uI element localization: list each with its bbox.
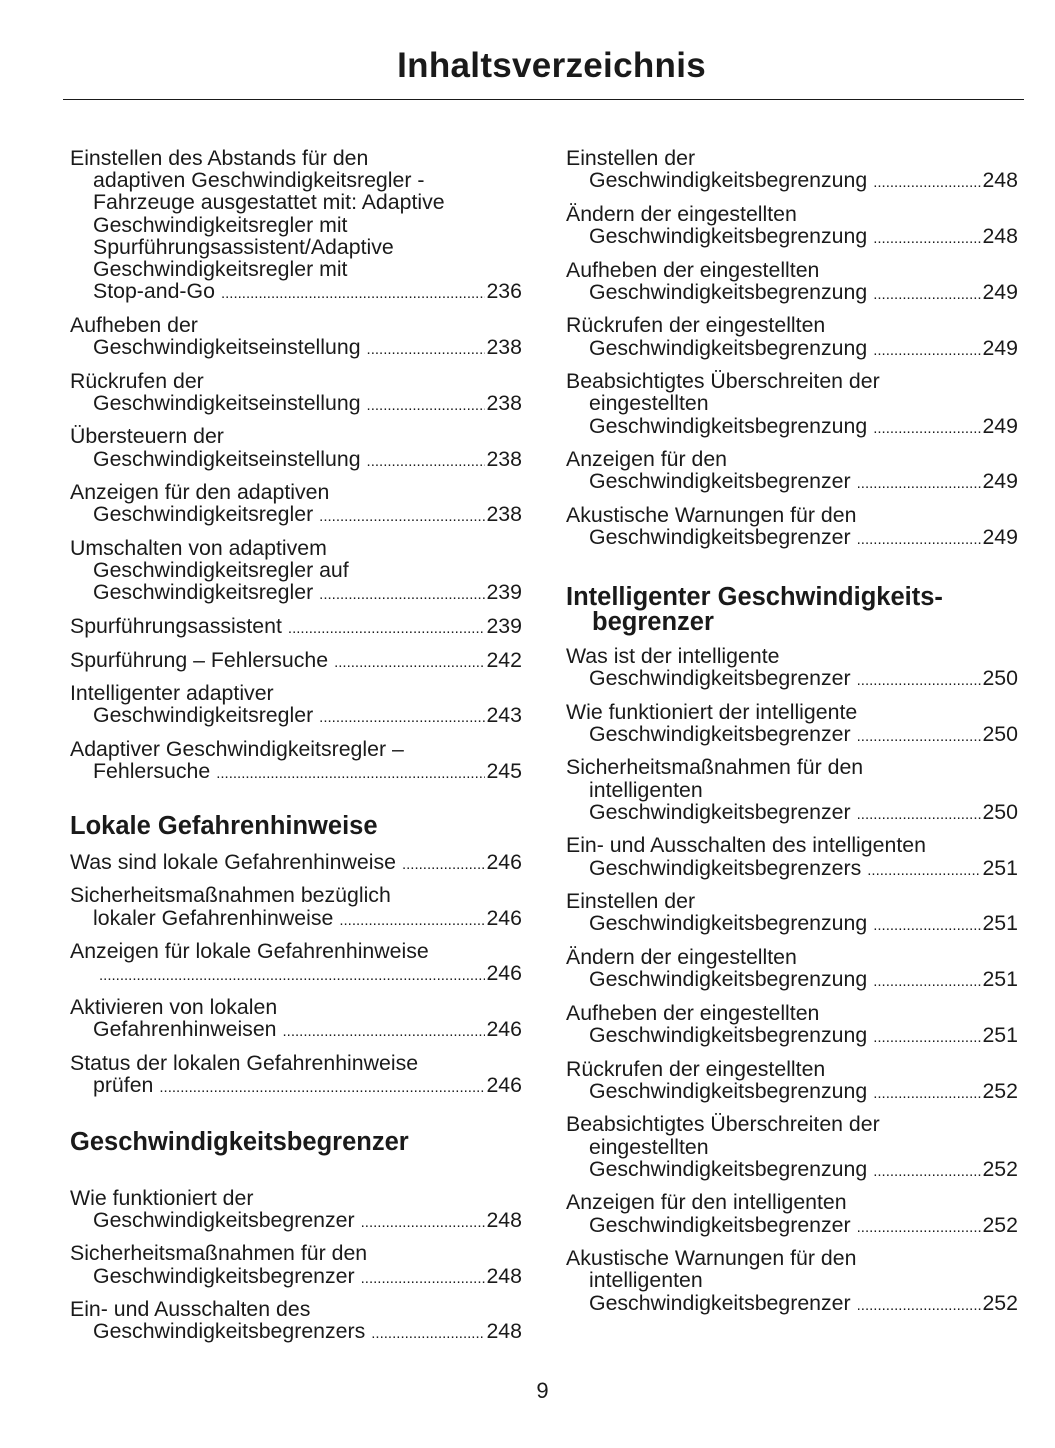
toc-entry-line: Geschwindigkeitsbegrenzung bbox=[589, 1078, 868, 1103]
toc-entry[interactable] bbox=[566, 645, 1018, 692]
toc-entry-last-line bbox=[566, 1292, 1018, 1317]
toc-entry-line: Sicherheitsmaßnahmen bezüglich bbox=[70, 883, 391, 908]
toc-entry[interactable] bbox=[566, 701, 1018, 748]
toc-entry[interactable] bbox=[566, 1191, 1018, 1238]
toc-entry-last-line bbox=[70, 962, 522, 987]
toc-entry-last-line bbox=[70, 615, 522, 640]
dot-leader bbox=[857, 723, 982, 748]
toc-page-number: 238 bbox=[486, 446, 522, 471]
dot-leader bbox=[361, 1209, 486, 1234]
toc-entry-last-line bbox=[70, 851, 522, 876]
toc-page-number: 246 bbox=[486, 961, 522, 986]
dot-leader bbox=[873, 912, 981, 937]
toc-entry-last-line bbox=[566, 337, 1018, 362]
toc-page-number: 250 bbox=[982, 721, 1018, 746]
toc-entry-line: Rückrufen der eingestellten bbox=[566, 313, 826, 338]
toc-entry[interactable] bbox=[70, 1298, 522, 1345]
dot-leader bbox=[159, 1074, 485, 1099]
toc-entry-line: Fahrzeuge ausgestattet mit: Adaptive bbox=[93, 190, 445, 215]
toc-entry[interactable] bbox=[70, 682, 522, 729]
toc-entry-last-line bbox=[566, 968, 1018, 993]
toc-right-column bbox=[566, 147, 1018, 1325]
dot-leader bbox=[857, 667, 982, 692]
toc-entry-last-line bbox=[70, 704, 522, 729]
toc-entry-last-line bbox=[70, 649, 522, 674]
dot-leader bbox=[873, 1024, 981, 1049]
toc-page-number: 246 bbox=[486, 1017, 522, 1042]
toc-entry-line: Spurführungsassistent/Adaptive bbox=[93, 234, 394, 259]
toc-page-number: 249 bbox=[982, 525, 1018, 550]
toc-page-number: 243 bbox=[486, 703, 522, 728]
toc-entry-line: eingestellten bbox=[589, 1134, 709, 1159]
toc-entry-line: eingestellten bbox=[589, 391, 709, 416]
toc-page-number: 252 bbox=[982, 1078, 1018, 1103]
toc-entry[interactable] bbox=[70, 314, 522, 361]
toc-entry-line: Einstellen der bbox=[566, 146, 696, 170]
toc-entry-last-line bbox=[70, 581, 522, 606]
toc-entry-last-line bbox=[566, 912, 1018, 937]
toc-entry-line: Stop-and-Go bbox=[93, 279, 215, 304]
toc-entry-last-line bbox=[566, 1214, 1018, 1239]
toc-entry-line: Geschwindigkeitsregler mit bbox=[93, 212, 348, 237]
toc-entry-line: Einstellen des Abstands für den bbox=[70, 146, 369, 170]
toc-entry[interactable] bbox=[566, 946, 1018, 993]
toc-entry-line: Geschwindigkeitsbegrenzung bbox=[589, 168, 868, 193]
toc-entry-line: Akustische Warnungen für den bbox=[566, 502, 857, 527]
toc-group bbox=[70, 147, 522, 785]
dot-leader bbox=[857, 1214, 982, 1239]
toc-page-number: 248 bbox=[486, 1263, 522, 1288]
toc-page-number: 248 bbox=[982, 168, 1018, 193]
toc-entry-last-line bbox=[70, 448, 522, 473]
section-heading-intelligenter-geschwindigkeitsbegrenzer bbox=[566, 582, 1018, 636]
toc-entry-line: Umschalten von adaptivem bbox=[70, 536, 327, 560]
dot-leader bbox=[402, 851, 486, 876]
toc-group bbox=[566, 645, 1018, 1317]
toc-entry-line: Beabsichtigtes Überschreiten der bbox=[566, 1112, 880, 1137]
dot-leader bbox=[873, 1158, 981, 1183]
page-title: Inhaltsverzeichnis bbox=[397, 46, 706, 85]
toc-entry-last-line bbox=[566, 1080, 1018, 1105]
toc-entry-line: Geschwindigkeitsbegrenzer bbox=[589, 469, 851, 494]
toc-entry-line: Ein- und Ausschalten des bbox=[70, 1297, 311, 1322]
toc-entry[interactable] bbox=[70, 537, 522, 607]
toc-entry-line: Intelligenter adaptiver bbox=[70, 681, 274, 706]
toc-entry-line: Anzeigen für den adaptiven bbox=[70, 480, 330, 505]
toc-entry-line: Aufheben der eingestellten bbox=[566, 257, 820, 282]
header-rule bbox=[63, 99, 1024, 100]
toc-entry[interactable] bbox=[70, 738, 522, 785]
toc-page-number: 242 bbox=[486, 647, 522, 672]
dot-leader bbox=[867, 857, 981, 882]
toc-entry-line: Ändern der eingestellten bbox=[566, 201, 797, 226]
dot-leader bbox=[334, 649, 485, 674]
toc-entry[interactable] bbox=[70, 1187, 522, 1234]
toc-page-number: 250 bbox=[982, 665, 1018, 690]
dot-leader bbox=[873, 337, 981, 362]
toc-entry[interactable] bbox=[566, 1113, 1018, 1183]
dot-leader bbox=[99, 962, 485, 987]
toc-entry-line: Geschwindigkeitsbegrenzung bbox=[589, 1022, 868, 1047]
toc-entry-last-line bbox=[70, 1018, 522, 1043]
toc-group bbox=[70, 851, 522, 1099]
toc-entry-line: Geschwindigkeitsregler bbox=[93, 580, 314, 605]
toc-page-number: 239 bbox=[486, 614, 522, 638]
toc-entry-line: Aktivieren von lokalen bbox=[70, 994, 278, 1019]
toc-entry-line: Gefahrenhinweisen bbox=[93, 1017, 277, 1042]
toc-entry-last-line bbox=[566, 415, 1018, 440]
dot-leader bbox=[339, 907, 485, 932]
section-heading-lokale-gefahrenhinweise: Lokale Gefahrenhinweise bbox=[70, 811, 378, 840]
toc-entry-line: Geschwindigkeitsregler auf bbox=[93, 558, 349, 583]
dot-leader bbox=[221, 280, 486, 305]
toc-page-number: 236 bbox=[486, 279, 522, 304]
toc-entry-line: Geschwindigkeitseinstellung bbox=[93, 446, 361, 471]
toc-entry-last-line bbox=[566, 526, 1018, 551]
toc-entry-line: Geschwindigkeitsbegrenzer bbox=[93, 1207, 355, 1232]
dot-leader bbox=[857, 470, 982, 495]
toc-page-number: 249 bbox=[982, 469, 1018, 494]
toc-entry-last-line bbox=[566, 801, 1018, 826]
dot-leader bbox=[873, 225, 981, 250]
toc-page-number: 238 bbox=[486, 390, 522, 415]
toc-entry-line: Sicherheitsmaßnahmen für den bbox=[566, 755, 864, 780]
toc-entry[interactable] bbox=[70, 147, 522, 305]
toc-entry[interactable] bbox=[566, 834, 1018, 881]
toc-entry[interactable] bbox=[70, 996, 522, 1043]
toc-entry-line: Geschwindigkeitsbegrenzung bbox=[589, 967, 868, 992]
toc-entry-line: Ein- und Ausschalten des intelligenten bbox=[566, 833, 926, 858]
toc-entry[interactable] bbox=[70, 481, 522, 528]
toc-entry[interactable] bbox=[70, 370, 522, 417]
toc-entry-line: Geschwindigkeitsbegrenzer bbox=[589, 1290, 851, 1315]
dot-leader bbox=[319, 704, 485, 729]
toc-entry[interactable] bbox=[566, 259, 1018, 306]
toc-entry-line: Beabsichtigtes Überschreiten der bbox=[566, 369, 880, 394]
toc-entry-line: Geschwindigkeitsbegrenzers bbox=[93, 1319, 366, 1344]
toc-entry[interactable] bbox=[70, 1242, 522, 1289]
toc-entry-line: Einstellen der bbox=[566, 889, 696, 914]
dot-leader bbox=[857, 526, 982, 551]
toc-entry-last-line bbox=[566, 281, 1018, 306]
dot-leader bbox=[873, 281, 981, 306]
toc-entry-last-line bbox=[566, 169, 1018, 194]
toc-entry[interactable] bbox=[566, 890, 1018, 937]
toc-entry[interactable] bbox=[566, 147, 1018, 194]
toc-entry-last-line bbox=[70, 1074, 522, 1099]
toc-entry[interactable] bbox=[70, 940, 522, 987]
toc-page-number: 252 bbox=[982, 1212, 1018, 1237]
toc-entry-last-line bbox=[70, 1320, 522, 1345]
toc-entry[interactable] bbox=[566, 1002, 1018, 1049]
toc-entry-line: lokaler Gefahrenhinweise bbox=[93, 905, 334, 930]
dot-leader bbox=[367, 448, 486, 473]
toc-group bbox=[70, 1187, 522, 1346]
toc-page-number: 239 bbox=[486, 580, 522, 605]
toc-entry-line: Rückrufen der bbox=[70, 368, 204, 393]
toc-entry-line: Wie funktioniert der intelligente bbox=[566, 699, 858, 724]
toc-entry-last-line bbox=[70, 1209, 522, 1234]
toc-entry-last-line bbox=[70, 336, 522, 361]
dot-leader bbox=[367, 392, 486, 417]
toc-entry-line: Geschwindigkeitsbegrenzer bbox=[589, 1212, 851, 1237]
toc-entry-line: Geschwindigkeitsbegrenzung bbox=[589, 1156, 868, 1181]
toc-entry-line: Geschwindigkeitsbegrenzers bbox=[589, 855, 862, 880]
toc-entry-line: Adaptiver Geschwindigkeitsregler – bbox=[70, 736, 404, 761]
toc-page-number: 246 bbox=[486, 849, 522, 874]
toc-page-number: 245 bbox=[486, 759, 522, 784]
toc-entry-line: Akustische Warnungen für den bbox=[566, 1246, 857, 1271]
dot-leader bbox=[288, 615, 486, 640]
toc-entry-line: intelligenten bbox=[589, 777, 703, 802]
dot-leader bbox=[873, 968, 981, 993]
toc-entry-last-line bbox=[566, 1158, 1018, 1183]
section-heading-line: begrenzer bbox=[592, 607, 714, 636]
toc-page-number: 251 bbox=[982, 911, 1018, 936]
toc-entry-last-line bbox=[566, 667, 1018, 692]
toc-entry-line: adaptiven Geschwindigkeitsregler - bbox=[93, 168, 425, 193]
toc-entry[interactable] bbox=[70, 615, 522, 640]
toc-page-number: 238 bbox=[486, 502, 522, 527]
toc-entry-line: Geschwindigkeitsregler bbox=[93, 703, 314, 728]
toc-group bbox=[566, 147, 1018, 551]
toc-page-number: 251 bbox=[982, 1022, 1018, 1047]
toc-entry[interactable] bbox=[566, 504, 1018, 551]
toc-entry-last-line bbox=[70, 1265, 522, 1290]
toc-entry-last-line bbox=[70, 760, 522, 785]
toc-entry[interactable] bbox=[566, 1058, 1018, 1105]
dot-leader bbox=[873, 1080, 981, 1105]
toc-entry-line: Wie funktioniert der bbox=[70, 1185, 254, 1210]
toc-page-number: 246 bbox=[486, 905, 522, 930]
dot-leader bbox=[216, 760, 485, 785]
toc-entry-last-line bbox=[566, 470, 1018, 495]
toc-entry-line: Status der lokalen Gefahrenhinweise bbox=[70, 1050, 419, 1075]
dot-leader bbox=[857, 1292, 982, 1317]
toc-entry-line: Geschwindigkeitsbegrenzung bbox=[589, 413, 868, 438]
toc-page-number: 252 bbox=[982, 1156, 1018, 1181]
toc-entry-line: Anzeigen für den intelligenten bbox=[566, 1190, 847, 1215]
toc-entry-line: Ändern der eingestellten bbox=[566, 944, 797, 969]
toc-entry[interactable] bbox=[70, 425, 522, 472]
toc-entry-line: Geschwindigkeitsbegrenzer bbox=[589, 525, 851, 550]
toc-entry[interactable] bbox=[566, 370, 1018, 440]
dot-leader bbox=[319, 503, 485, 528]
toc-entry-line: Aufheben der bbox=[70, 312, 198, 337]
toc-page-number: 249 bbox=[982, 413, 1018, 438]
toc-entry-line: Was sind lokale Gefahrenhinweise bbox=[70, 849, 396, 874]
dot-leader bbox=[361, 1265, 486, 1290]
toc-entry-line: Geschwindigkeitseinstellung bbox=[93, 390, 361, 415]
toc-page-number: 249 bbox=[982, 335, 1018, 360]
toc-entry-line: Spurführungsassistent bbox=[70, 614, 282, 638]
toc-entry-last-line bbox=[70, 907, 522, 932]
dot-leader bbox=[873, 169, 981, 194]
toc-entry[interactable] bbox=[566, 756, 1018, 826]
toc-entry-line: Geschwindigkeitsbegrenzung bbox=[589, 279, 868, 304]
toc-entry-line: Fehlersuche bbox=[93, 759, 211, 784]
toc-entry-line: Geschwindigkeitsbegrenzung bbox=[589, 335, 868, 360]
section-heading-geschwindigkeitsbegrenzer: Geschwindigkeitsbegrenzer bbox=[70, 1127, 409, 1156]
toc-entry-line: Geschwindigkeitsbegrenzer bbox=[589, 799, 851, 824]
toc-entry-line: Anzeigen für lokale Gefahrenhinweise bbox=[70, 939, 429, 964]
toc-page-number: 246 bbox=[486, 1072, 522, 1097]
toc-entry-last-line bbox=[70, 392, 522, 417]
toc-page-number: 248 bbox=[486, 1319, 522, 1344]
toc-entry-line: Spurführung – Fehlersuche bbox=[70, 647, 329, 672]
toc-page-number: 251 bbox=[982, 855, 1018, 880]
toc-entry-line: Geschwindigkeitseinstellung bbox=[93, 335, 361, 360]
toc-entry-line: Sicherheitsmaßnahmen für den bbox=[70, 1241, 368, 1266]
toc-entry-last-line bbox=[70, 503, 522, 528]
toc-entry-last-line bbox=[566, 1024, 1018, 1049]
toc-page-number: 248 bbox=[486, 1207, 522, 1232]
toc-page-number: 248 bbox=[982, 224, 1018, 248]
toc-entry-line: Geschwindigkeitsregler mit bbox=[93, 257, 348, 282]
toc-entry-line: Anzeigen für den bbox=[566, 447, 728, 472]
toc-entry-line: Was ist der intelligente bbox=[566, 643, 780, 668]
toc-entry-line: Geschwindigkeitsbegrenzung bbox=[589, 911, 868, 936]
toc-entry[interactable] bbox=[70, 649, 522, 674]
dot-leader bbox=[371, 1320, 485, 1345]
toc-entry-line: intelligenten bbox=[589, 1268, 703, 1293]
toc-entry-last-line bbox=[70, 280, 522, 305]
toc-entry-line: Geschwindigkeitsregler bbox=[93, 502, 314, 527]
dot-leader bbox=[319, 581, 485, 606]
dot-leader bbox=[873, 415, 981, 440]
toc-entry[interactable] bbox=[70, 884, 522, 931]
toc-left-column bbox=[70, 147, 522, 1354]
dot-leader bbox=[283, 1018, 486, 1043]
toc-entry[interactable] bbox=[566, 314, 1018, 361]
section-heading-line: Intelligenter Geschwindigkeits- bbox=[566, 582, 943, 611]
toc-entry-line: Geschwindigkeitsbegrenzer bbox=[93, 1263, 355, 1288]
toc-entry[interactable] bbox=[70, 1052, 522, 1099]
page-number: 9 bbox=[536, 1378, 549, 1403]
toc-entry[interactable] bbox=[566, 1247, 1018, 1317]
toc-entry[interactable] bbox=[70, 851, 522, 876]
toc-entry[interactable] bbox=[566, 203, 1018, 250]
dot-leader bbox=[857, 801, 982, 826]
toc-entry-last-line bbox=[566, 225, 1018, 250]
toc-page-number: 252 bbox=[982, 1290, 1018, 1315]
toc-entry-line: Rückrufen der eingestellten bbox=[566, 1056, 826, 1081]
toc-entry[interactable] bbox=[566, 448, 1018, 495]
toc-page-number: 249 bbox=[982, 279, 1018, 304]
toc-entry-line: Aufheben der eingestellten bbox=[566, 1000, 820, 1025]
toc-entry-last-line bbox=[566, 857, 1018, 882]
toc-page-number: 251 bbox=[982, 967, 1018, 992]
toc-entry-line: Geschwindigkeitsbegrenzer bbox=[589, 721, 851, 746]
toc-entry-line: Geschwindigkeitsbegrenzer bbox=[589, 665, 851, 690]
toc-page-number: 250 bbox=[982, 799, 1018, 824]
toc-entry-line: Übersteuern der bbox=[70, 424, 224, 449]
toc-entry-last-line bbox=[566, 723, 1018, 748]
toc-entry-line: Geschwindigkeitsbegrenzung bbox=[589, 224, 868, 248]
toc-entry-line: prüfen bbox=[93, 1072, 154, 1097]
dot-leader bbox=[367, 336, 486, 361]
toc-page-number: 238 bbox=[486, 335, 522, 360]
